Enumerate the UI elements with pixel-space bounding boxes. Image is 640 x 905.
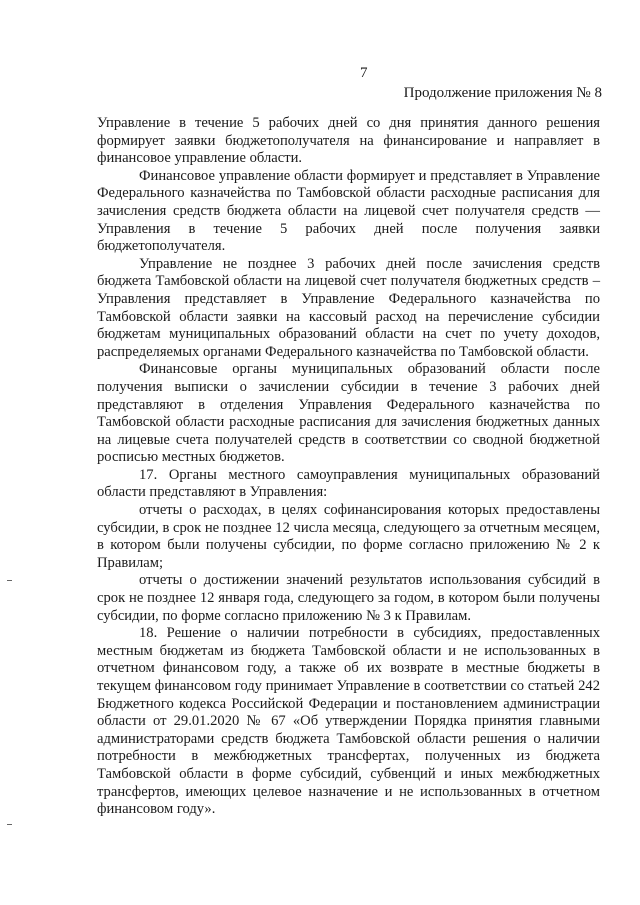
page-number: 7: [360, 65, 368, 81]
paragraph-treasury-request: Управление не позднее 3 рабочих дней после зачисления средств бюджета Тамбовской области на лицевой счет получателя бюджетных средств – Управления представляет в Управление Федерального казначейства по Тамбовской области заявки на кассовый расход на перечисление субсидии бюджетам муниципальных образований области на счет по учету доходов, распределяемых органами Федерального казначейства по Тамбовской области.: [97, 255, 600, 360]
paragraph-expense-reports: отчеты о расходах, в целях софинансирования которых предоставлены субсидии, в срок не позднее 12 числа месяца, следующего за отчетным месяцем, в котором были получены субсидии, по форме согласно приложению № 2 к Правилам;: [97, 502, 600, 571]
scan-margin-mark: [7, 580, 12, 581]
paragraph-municipal-finance: Финансовые органы муниципальных образований области после получения выписки о зачислении субсидии в течение 3 рабочих дней представляют в отделения Управления Федерального казначейства по Тамбовской области расходные расписания для зачисления бюджетных данных на лицевые счета получателей средств в соответствии со сводной бюджетной росписью местных бюджетов.: [97, 361, 600, 466]
paragraph-item-17: 17. Органы местного самоуправления муниципальных образований области представляют в Управления:: [97, 466, 600, 501]
document-body: [97, 115, 600, 819]
paragraph-results-reports: отчеты о достижении значений результатов использования субсидий в срок не позднее 12 января года, следующего за годом, в котором были получены субсидии, по форме согласно приложению № 3 к Правилам.: [97, 572, 600, 624]
paragraph-budget-request: Управление в течение 5 рабочих дней со дня принятия данного решения формирует заявки бюджетополучателя на финансирование и направляет в финансовое управление области.: [97, 115, 600, 167]
paragraph-item-18: 18. Решение о наличии потребности в субсидиях, предоставленных местным бюджетам из бюджета Тамбовской области и не использованных в отчетном финансовом году, а также об их возврате в местные бюджеты в текущем финансовом году принимает Управление в соответствии со статьей 242 Бюджетного кодекса Российской Федерации и постановлением администрации области от 29.01.2020 № 67 «Об утверждении Порядка принятия главными администраторами средств бюджета Тамбовской области решения о наличии потребности в межбюджетных трансфертах, полученных из бюджета Тамбовской области в форме субсидий, субвенций и иных межбюджетных трансфертов, имеющих целевое назначение и не использованных в отчетном финансовом году».: [97, 625, 600, 818]
paragraph-finance-department: Финансовое управление области формирует и представляет в Управление Федерального казначейства по Тамбовской области расходные расписания для зачисления средств бюджета области на лицевой счет получателя средств — Управления в течение 5 рабочих дней после получения заявки бюджетополучателя.: [97, 167, 600, 255]
scan-margin-mark: [7, 824, 12, 825]
appendix-continuation-label: Продолжение приложения № 8: [403, 85, 602, 101]
